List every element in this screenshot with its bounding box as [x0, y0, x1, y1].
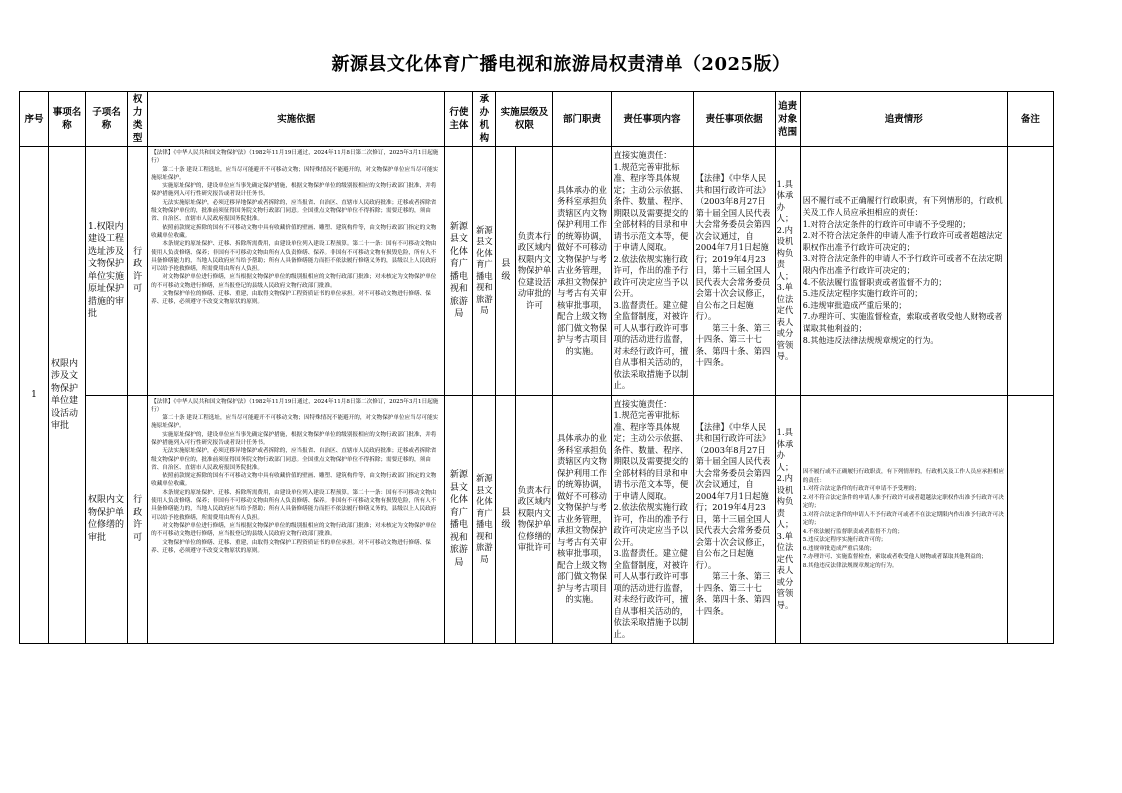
- header-row: [20, 92, 1054, 147]
- table-row: [20, 395, 1054, 644]
- basis-paragraph: 第二十条 建设工程选址，应当尽可能避开不可移动文物；因特殊情况不能避开的，对文物保护单位应当尽可能实施原址保护。: [151, 166, 439, 181]
- remark-cell: [1007, 395, 1053, 644]
- basis-paragraph: 实施原址保护的，建设单位应当事先确定保护措施，根据文物保护单位的级别报相应的文物行政部门批准，并将保护措施列入可行性研究报告或者设计任务书。: [151, 431, 437, 446]
- situation-cell: 因不履行或不正确履行行政职责，有下列情形的，行政机关及工作人员应承担相应的责任： 1.对符合法定条件的行政许可申请不予受理的； 2.对不符合法定条件的申请人准予行政许可或者超越法定职权作出准予行政许可决定的； 3.对符合法定条件的申请人不予行政许可或者不在法定期限内作出准予行政许可决定的； 4.不依法履行监督职责或者监督不力的； 5.违反法定程序实施行政许可的； 6.违规审批造成严重后果的； 7.办理许可、实施监督检查，索取或者收受他人财物或者谋取其他利益的； 8.其他违反法律法规规章规定的行为。: [800, 395, 1007, 644]
- resp-content-cell: 直接实施责任： 1.规范完善审批标准、程序等具体规定；主动公示依据、条件、数量、程序、期限以及需要提交的全部材料的目录和申请书示范文本等，便于申请人阅取。 2.依法依规实施行政许可，作出的准予行政许可决定应当予以公开。 3.监督责任。建立健全监督制度，对被许可人从事行政许可事项的活动进行监督，对未经行政许可，擅自从事相关活动的，依法采取措施予以制止。: [611, 147, 693, 396]
- basis-paragraph: 对文物保护单位进行修缮，应当根据文物保护单位的级别报相应的文物行政部门批准；对未核定为文物保护单位的不可移动文物进行修缮，应当报登记的县级人民政府文物行政部门批准。: [151, 274, 437, 289]
- header-dept-duty: 部门职责: [553, 92, 611, 147]
- power-type-cell: 行政许可: [128, 147, 148, 396]
- basis-paragraph: 第二十条 建设工程选址，应当尽可能避开不可移动文物；因特殊情况不能避开的，对文物保护单位应当尽可能实施原址保护。: [151, 415, 439, 430]
- basis-paragraph: 本条规定的原址保护、迁移、拆除所需费用，由建设单位列入建设工程预算。第二十一条：国有不可移动文物由使用人负责修缮、保养；非国有不可移动文物由所有人负责修缮、保养。非国有不可移动文物有损毁危险，所有人不具备修缮能力的，当地人民政府应当给予帮助；所有人具备修缮能力而拒不依法履行修缮义务的，县级以上人民政府可以给予抢救修缮，所需费用由所有人负担。: [151, 241, 437, 273]
- level-cell: 县级: [496, 395, 516, 644]
- header-org: 承办机构: [473, 92, 496, 147]
- seq-cell: 1: [20, 147, 49, 644]
- resp-basis-cell: [693, 395, 775, 644]
- resp-basis-law: 【法律】《中华人民共和国行政许可法》（2003年8月27日第十届全国人民代表大会常务委员会第四次会议通过，自2004年7月1日起施行；2019年4月23日，第十三届全国人民代表大会常务委员会第十次会议修正，自公布之日起施行）。: [695, 421, 771, 570]
- scope-cell: 1.具体承办人；2.内设机构负责人；3.单位法定代表人或分管领导。: [775, 395, 800, 644]
- item-cell: 权限内涉及文物保护单位建设活动审批: [49, 147, 86, 644]
- header-level: 实施层级及权限: [496, 92, 553, 147]
- basis-paragraph: 无法实施原址保护，必须迁移异地保护或者拆除的，应当报省、自治区、直辖市人民政府批准；迁移或者拆除省级文物保护单位的，批准前须征得国务院文物行政部门同意。全国重点文物保护单位不得拆除；需要迁移的，须由省、自治区、直辖市人民政府报国务院批准。: [151, 199, 437, 223]
- remark-cell: [1007, 147, 1053, 396]
- header-seq: 序号: [20, 92, 49, 147]
- table-row: [20, 147, 1054, 396]
- dept-duty-cell: 具体承办的业务科室承担负责辖区内文物保护利用工作的统筹协调，做好不可移动文物保护与考古业务管理，承担文物保护与考古有关审核审批事项，配合上级文物部门做文物保护与考古项目的实施。: [553, 147, 611, 396]
- resp-basis-cell: [693, 147, 775, 396]
- resp-basis-articles: 第三十条、第三十四条、第三十七条、第四十条、第四十四条。: [695, 322, 771, 367]
- scope-cell: 1.具体承办人；2.内设机构负责人；3.单位法定代表人或分管领导。: [775, 147, 800, 396]
- situation-cell: 因不履行或不正确履行行政职责，有下列情形的，行政机关及工作人员应承担相应的责任： 1.对符合法定条件的行政许可申请不予受理的； 2.对不符合法定条件的申请人准予行政许可或者超越法定职权作出准予行政许可决定的； 3.对符合法定条件的申请人不予行政许可或者不在法定期限内作出准予行政许可决定的； 4.不依法履行监督职责或者监督不力的； 5.违反法定程序实施行政许可的； 6.违规审批造成严重后果的； 7.办理许可、实施监督检查，索取或者收受他人财物或者谋取其他利益的； 8.其他违反法律法规规章规定的行为。: [800, 147, 1007, 396]
- power-type-cell: 行政许可: [128, 395, 148, 644]
- header-item: 事项名称: [49, 92, 86, 147]
- basis-paragraph: 依照前款规定拆除的国有不可移动文物中具有收藏价值的壁画、雕塑、建筑构件等，由文物行政部门指定的文物收藏单位收藏。: [151, 224, 437, 239]
- subject-cell: 新源县文化体育广播电视和旅游局: [445, 395, 473, 644]
- level-power-cell: 负责本行政区域内权限内文物保护单位修缮的审批许可: [516, 395, 553, 644]
- basis-paragraph: 对文物保护单位进行修缮，应当根据文物保护单位的级别报相应的文物行政部门批准；对未核定为文物保护单位的不可移动文物进行修缮，应当报登记的县级人民政府文物行政部门批准。: [151, 522, 437, 538]
- header-resp-basis: 责任事项依据: [693, 92, 775, 147]
- basis-paragraph: 无法实施原址保护，必须迁移异地保护或者拆除的，应当报省、自治区、直辖市人民政府批准；迁移或者拆除省级文物保护单位的，批准前须征得国务院文物行政部门同意。全国重点文物保护单位不得拆除；需要迁移的，须由省、自治区、直辖市人民政府报国务院批准。: [151, 448, 437, 471]
- header-subitem: 子项名称: [86, 92, 128, 147]
- basis-paragraph: 【法律】《中华人民共和国文物保护法》（1982年11月19日通过，2024年11月8日第二次修订，2025年3月1日起施行）: [151, 398, 439, 413]
- basis-paragraph: 依照前款规定拆除的国有不可移动文物中具有收藏价值的壁画、雕塑、建筑构件等，由文物行政部门指定的文物收藏单位收藏。: [151, 473, 437, 488]
- basis-paragraph: 本条规定的原址保护、迁移、拆除所需费用，由建设单位列入建设工程预算。第二十一条：国有不可移动文物由使用人负责修缮、保养；非国有不可移动文物由所有人负责修缮、保养。非国有不可移动文物有损毁危险，所有人不具备修缮能力的，当地人民政府应当给予帮助；所有人具备修缮能力而拒不依法履行修缮义务的，县级以上人民政府可以给予抢救修缮，所需费用由所有人负担。: [151, 489, 437, 521]
- subitem-cell: 1.权限内建设工程选址涉及文物保护单位实施原址保护措施的审批: [86, 147, 128, 396]
- resp-basis-law: 【法律】《中华人民共和国行政许可法》（2003年8月27日第十届全国人民代表大会常务委员会第四次会议通过，自2004年7月1日起施行；2019年4月23日，第十三届全国人民代表大会常务委员会第十次会议修正，自公布之日起施行）。: [695, 173, 771, 321]
- header-power-type: 权力类型: [128, 92, 148, 147]
- header-scope: 追责对象范围: [775, 92, 800, 147]
- header-remark: 备注: [1007, 92, 1053, 147]
- org-cell: 新源县文化体育广播电视和旅游局: [473, 395, 496, 644]
- basis-cell: [148, 395, 445, 644]
- level-power-cell: 负责本行政区域内权限内文物保护单位建设活动审批的许可: [516, 147, 553, 396]
- subject-cell: 新源县文化体育广播电视和旅游局: [445, 147, 473, 396]
- basis-paragraph: 实施原址保护的，建设单位应当事先确定保护措施，根据文物保护单位的级别报相应的文物行政部门批准，并将保护措施列入可行性研究报告或者设计任务书。: [151, 183, 437, 198]
- subitem-cell: 权限内文物保护单位修缮的审批: [86, 395, 128, 644]
- header-basis: 实施依据: [148, 92, 445, 147]
- header-resp-content: 责任事项内容: [611, 92, 693, 147]
- page-title: 新源县文化体育广播电视和旅游局权责清单（2025版）: [331, 54, 791, 75]
- header-situation: 追责情形: [800, 92, 1007, 147]
- resp-basis-articles: 第三十条、第三十四条、第三十七条、第四十条、第四十四条。: [695, 571, 771, 616]
- basis-paragraph: 文物保护单位的修缮、迁移、重建，由取得文物保护工程资质证书的单位承担。对不可移动文物进行修缮、保养、迁移，必须遵守不改变文物原状的原则。: [151, 291, 431, 306]
- basis-paragraph: 文物保护单位的修缮、迁移、重建，由取得文物保护工程资质证书的单位承担。对不可移动文物进行修缮、保养、迁移，必须遵守不改变文物原状的原则。: [151, 539, 431, 554]
- dept-duty-cell: 具体承办的业务科室承担负责辖区内文物保护利用工作的统筹协调，做好不可移动文物保护与考古业务管理，承担文物保护与考古有关审核审批事项，配合上级文物部门做文物保护与考古项目的实施。: [553, 395, 611, 644]
- header-subject: 行使主体: [445, 92, 473, 147]
- basis-cell: [148, 147, 445, 396]
- resp-content-cell: 直接实施责任： 1.规范完善审批标准、程序等具体规定；主动公示依据、条件、数量、程序、期限以及需要提交的全部材料的目录和申请书示范文本等，便于申请人阅取。 2.依法依规实施行政许可，作出的准予行政许可决定应当予以公开。 3.监督责任。建立健全监督制度，对被许可人从事行政许可事项的活动进行监督，对未经行政许可，擅自从事相关活动的，依法采取措施予以制止。: [611, 395, 693, 644]
- org-cell: 新源县文化体育广播电视和旅游局: [473, 147, 496, 396]
- level-cell: 县级: [496, 147, 516, 396]
- basis-paragraph: 【法律】《中华人民共和国文物保护法》（1982年11月19日通过，2024年11月8日第二次修订，2025年3月1日起施行）: [151, 150, 439, 165]
- responsibility-table: [19, 91, 1054, 644]
